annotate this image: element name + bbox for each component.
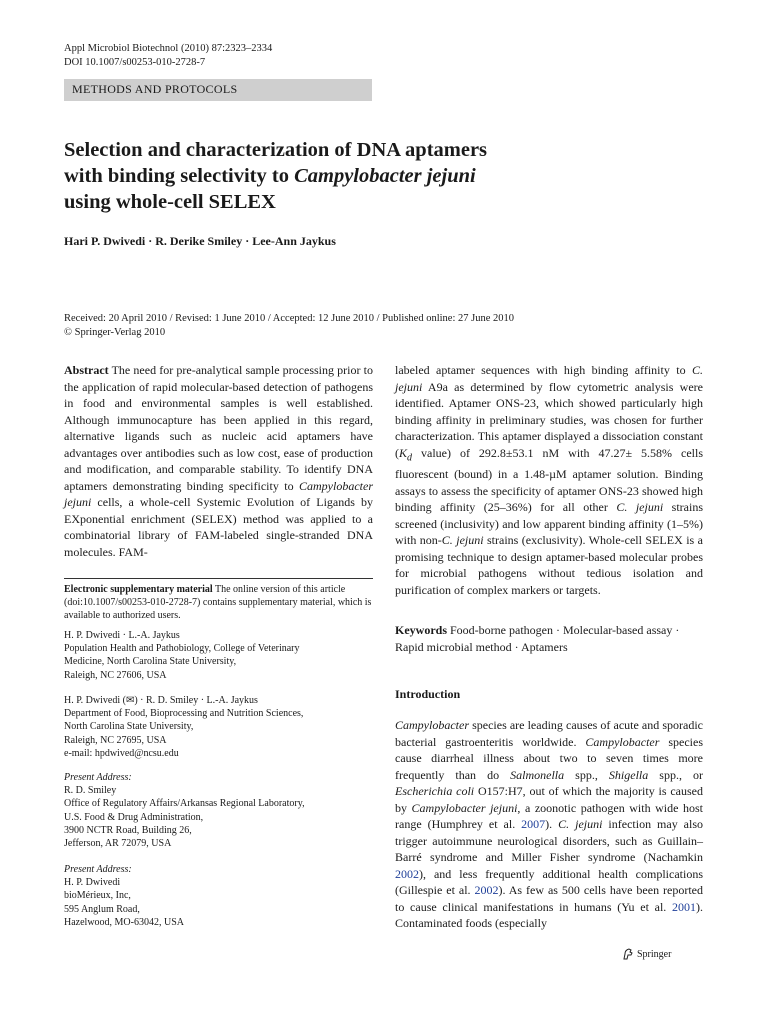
author-list: Hari P. Dwivedi · R. Derike Smiley · Lee-Ann Jaykus [64,234,336,248]
title-line-2 [64,163,664,189]
abstract-text: A9a as determined by flow cytometric analysis were identified. Aptamer ONS-23, which showed particularly high binding affinity in preliminary studies, was chosen for further characterization. This aptamer displayed a dissociation constant ( [395,379,703,460]
introduction-body [395,717,703,932]
publisher-logo [622,948,671,960]
journal-header [64,42,272,70]
citation-link[interactable]: 2002 [395,866,419,881]
affiliation-line: Jefferson, AR 72079, USA [64,838,172,850]
affiliation-line: U.S. Food & Drug Administration, [64,811,204,823]
organism-name: Campylobacter jejuni [64,478,373,509]
title-organism: Campylobacter jejuni [294,165,476,187]
organism-name: Salmonella [510,767,565,782]
intro-text: , a zoonotic pathogen with wide host range (Humphrey et al. [395,800,703,831]
kd-symbol: K [399,445,408,460]
abstract-text: strains (exclusivity). Whole-cell SELEX is a promising technique to design aptamer-based molecular probes for microbial pathogens without tedious isolation and purification of complex markers or targets. [395,533,703,597]
keywords-heading: Keywords [395,623,447,637]
kd-subscript: d [407,451,413,463]
citation-link[interactable]: 2001 [672,899,696,914]
organism-name: Campylobacter [585,734,660,749]
organism-name: C. jejuni [616,500,664,515]
abstract-text: strains screened (inclusivity) and low apparent binding affinity (1–5%) with non- [395,500,703,548]
affiliation-line: H. P. Dwivedi [64,877,121,889]
publication-dates [64,312,704,340]
affiliation-4 [64,863,373,929]
organism-name: Campylobacter jejuni [411,800,518,815]
esm-heading: Electronic supplementary material [64,584,213,595]
organism-name: C. jejuni [441,533,484,548]
keywords [395,622,703,656]
organism-name: Shigella [608,767,649,782]
email-link[interactable]: e-mail: hpdwived@ncsu.edu [64,747,179,759]
intro-text: ). Contaminated foods (especially [395,899,703,930]
intro-text: species cause diarrheal illness about two to seven times more frequently than do [395,734,703,782]
section-tag [64,79,372,101]
organism-name: C. jejuni [558,817,603,831]
affiliation-line: 595 Anglum Road, [64,903,140,915]
article-title [64,137,664,215]
affiliation-1 [64,629,373,682]
intro-text: ). [545,817,559,831]
present-address-label: Present Address: [64,772,132,783]
supplementary-note [64,583,373,622]
affiliation-line: R. D. Smiley [64,785,117,797]
affiliation-line: 3900 NCTR Road, Building 26, [64,824,192,836]
affiliation-line: Office of Regulatory Affairs/Arkansas Regional Laboratory, [64,798,305,810]
springer-horse-icon [622,948,634,960]
affiliation-line: Medicine, North Carolina State University, [64,656,237,668]
citation-link[interactable]: 2002 [474,883,499,897]
affiliation-line: North Carolina State University, [64,721,194,733]
abstract-text: labeled aptamer sequences with high binding affinity to [395,363,692,377]
title-line-3: using whole-cell SELEX [64,191,276,213]
affiliation-line: Raleigh, NC 27606, USA [64,669,167,681]
organism-name: C. jejuni [395,363,703,394]
affiliation-line: bioMérieux, Inc, [64,890,131,902]
section-tag-label: METHODS AND PROTOCOLS [72,82,238,96]
organism-name: Campylobacter [395,718,469,732]
affiliation-line: Raleigh, NC 27695, USA [64,734,167,746]
affiliation-line: H. P. Dwivedi (✉) · R. D. Smiley · L.-A. Jaykus [64,695,258,706]
journal-citation: Appl Microbiol Biotechnol (2010) 87:2323–2334 [64,43,273,54]
abstract-heading: Abstract [64,363,109,377]
affiliation-line: Hazelwood, MO-63042, USA [64,916,184,928]
introduction-heading: Introduction [395,687,461,701]
affiliation-3 [64,771,373,850]
footnote-rule [64,578,373,579]
affiliation-line: H. P. Dwivedi · L.-A. Jaykus [64,630,180,641]
abstract-right [395,362,703,598]
intro-text: infection may also trigger autoimmune neurological disorders, such as Guillain–Barré syndrome and Miller Fisher syndrome (Nachamkin [395,817,703,864]
organism-name: Escherichia coli [395,784,475,798]
abstract-text: cells, a whole-cell Systemic Evolution of Ligands by EXponential enrichment (SELEX) method was applied to a combinatorial library of FAM-labeled single-stranded DNA molecules. FAM- [64,495,373,559]
abstract-text: The need for pre-analytical sample processing prior to the application of rapid molecular-based detection of pathogens in food and environmental samples is well established. Although immunocapture has been applied in this regard, alternative ligands such as nucleic acid aptamers have advantages over antibodies such as low cost, ease of production and modification, and comparable stability. To identify DNA aptamers demonstrating binding specificity to [64,363,373,493]
history-dates: Received: 20 April 2010 / Revised: 1 June 2010 / Accepted: 12 June 2010 / Published online: 27 June 2010 [64,313,514,324]
present-address-label: Present Address: [64,864,132,875]
intro-text: spp., or [648,767,703,782]
intro-text: ), and less frequently additional health complications (Gillespie et al. [395,866,703,897]
intro-text: spp., [564,767,609,782]
intro-text: O157:H7, out of which the majority is caused by [395,784,704,815]
title-line-1: Selection and characterization of DNA aptamers [64,139,488,161]
copyright: © Springer-Verlag 2010 [64,327,166,338]
abstract-text: value) of 292.8±53.1 nM with 47.27± 5.58% cells fluorescent (bound) in a 1.48-µM aptamer solution. Binding assays to assess the specificity of aptamer ONS-23 showed high binding affinity (25–36%) for all other [395,445,703,515]
doi: DOI 10.1007/s00253-010-2728-7 [64,57,206,68]
affiliation-line: Department of Food, Bioprocessing and Nutrition Sciences, [64,708,304,720]
intro-text: species are leading causes of acute and sporadic bacterial gastroenteritis worldwide. [395,718,703,749]
title-text: with binding selectivity to [64,165,295,187]
citation-link[interactable]: 2007 [521,817,546,831]
affiliation-line: Population Health and Pathobiology, College of Veterinary [64,643,300,655]
intro-text: ). As few as 500 cells have been reported to cause clinical manifestations in humans (Yu et al. [395,883,703,914]
abstract-left [64,362,373,560]
keywords-text: Food-borne pathogen · Molecular-based assay · Rapid microbial method · Aptamers [395,623,680,654]
esm-text: The online version of this article (doi:10.1007/s00253-010-2728-7) contains supplementary material, which is available to authorized users. [64,584,372,621]
affiliation-2 [64,694,373,760]
publisher-name: Springer [637,948,672,960]
